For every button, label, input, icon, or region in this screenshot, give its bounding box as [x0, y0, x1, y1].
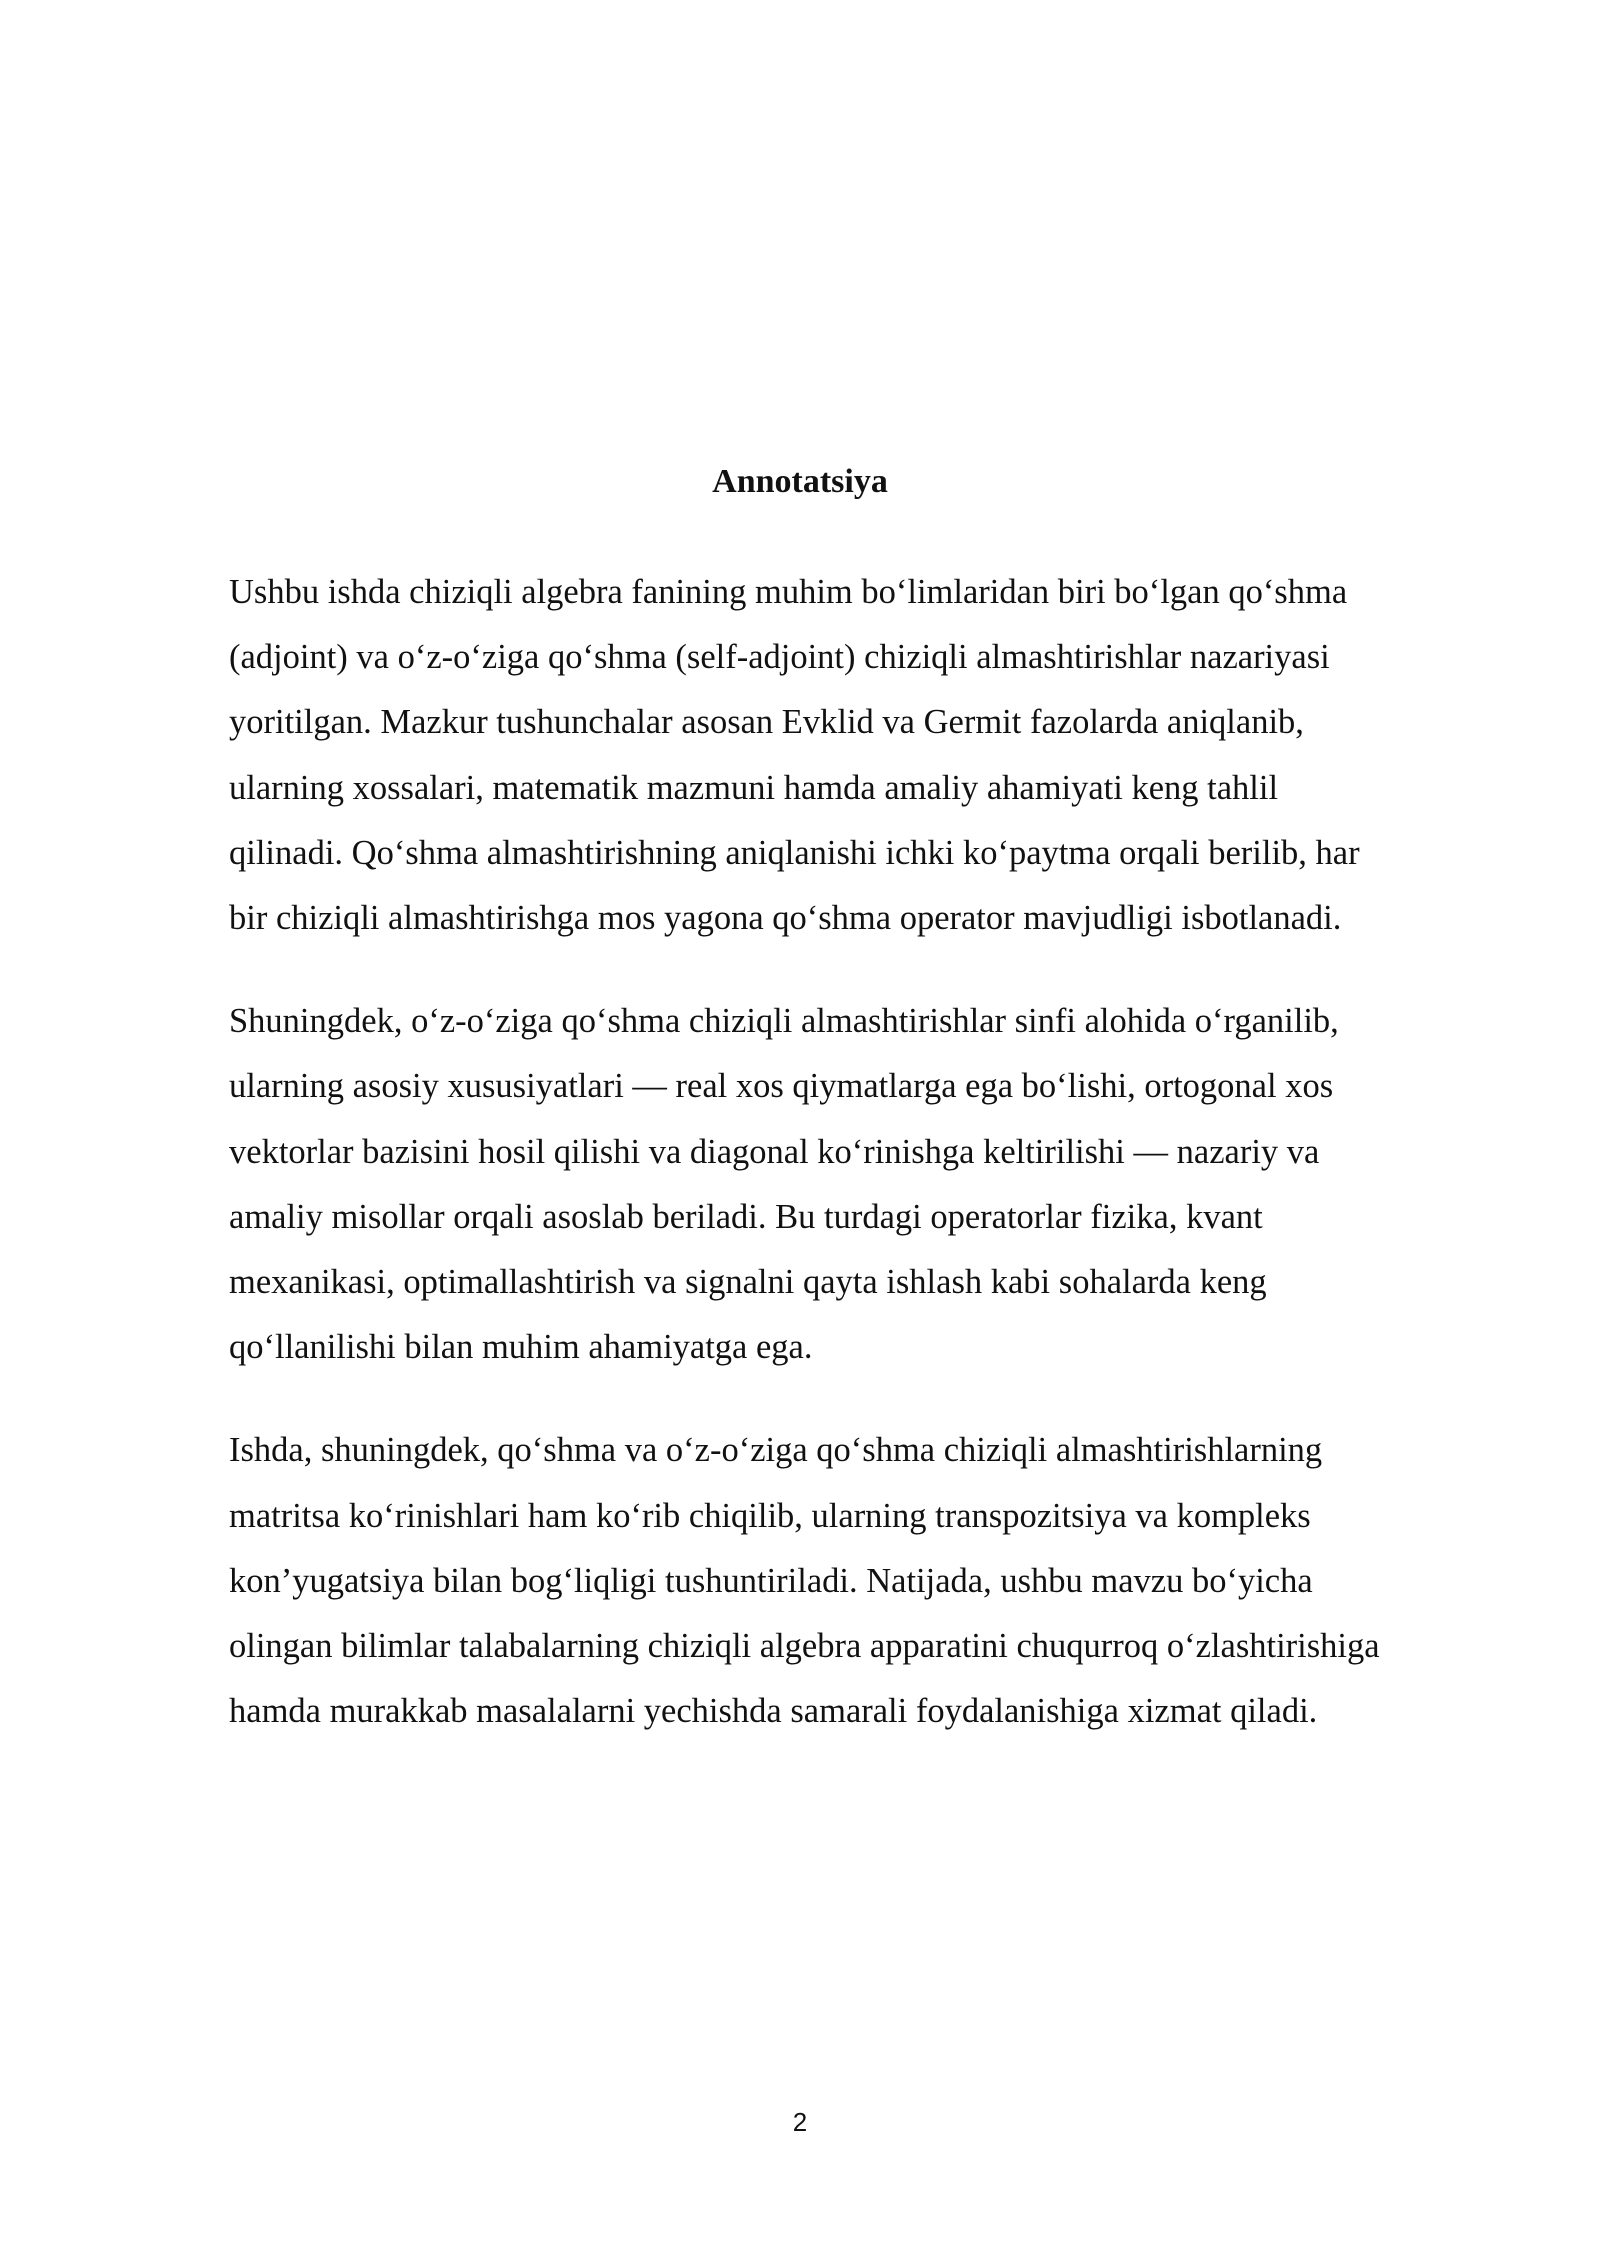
- paragraph-3: [229, 1418, 1504, 1744]
- page-number: 2: [792, 2107, 808, 2137]
- page-title: Annotatsiya: [712, 463, 888, 500]
- text-line: vektorlar bazisini hosil qilishi va diagonal ko‘rinishga keltirilishi — nazariy va: [229, 1132, 1320, 1171]
- paragraph-2: [229, 989, 1504, 1380]
- text-line: yoritilgan. Mazkur tushunchalar asosan Evklid va Germit fazolarda aniqlanib,: [229, 703, 1304, 742]
- text-line: ularning asosiy xususiyatlari — real xos qiymatlarga ega bo‘lishi, ortogonal xos: [229, 1067, 1334, 1106]
- text-line: (adjoint) va o‘z-o‘ziga qo‘shma (self-adjoint) chiziqli almashtirishlar nazariyasi: [229, 638, 1330, 677]
- text-line: qo‘llanilishi bilan muhim ahamiyatga ega.: [229, 1328, 813, 1367]
- text-line: matritsa ko‘rinishlari ham ko‘rib chiqilib, ularning transpozitsiya va kompleks: [229, 1496, 1311, 1535]
- text-line: mexanikasi, optimallashtirish va signalni qayta ishlash kabi sohalarda keng: [229, 1263, 1267, 1302]
- text-line: Ushbu ishda chiziqli algebra fanining muhim bo‘limlaridan biri bo‘lgan qo‘shma: [229, 573, 1348, 611]
- text-line: qilinadi. Qo‘shma almashtirishning aniqlanishi ichki ko‘paytma orqali berilib, har: [229, 833, 1360, 872]
- text-line: bir chiziqli almashtirishga mos yagona qo‘shma operator mavjudligi isbotlanadi.: [229, 899, 1342, 938]
- text-line: amaliy misollar orqali asoslab beriladi. Bu turdagi operatorlar fizika, kvant: [229, 1197, 1263, 1236]
- text-line: kon’yugatsiya bilan bog‘liqligi tushuntiriladi. Natijada, ushbu mavzu bo‘yicha: [229, 1561, 1313, 1600]
- text-line: Shuningdek, o‘z-o‘ziga qo‘shma chiziqli almashtirishlar sinfi alohida o‘rganilib,: [229, 1002, 1339, 1041]
- text-line: olingan bilimlar talabalarning chiziqli algebra apparatini chuqurroq o‘zlashtirishiga: [229, 1627, 1380, 1666]
- text-line: hamda murakkab masalalarni yechishda samarali foydalanishiga xizmat qiladi.: [229, 1692, 1318, 1731]
- text-line: Ishda, shuningdek, qo‘shma va o‘z-o‘ziga qo‘shma chiziqli almashtirishlarning: [229, 1431, 1323, 1470]
- text-line: ularning xossalari, matematik mazmuni hamda amaliy ahamiyati keng tahlil: [229, 768, 1279, 807]
- paragraph-1: [229, 560, 1504, 951]
- annotation-body: [229, 560, 1504, 1782]
